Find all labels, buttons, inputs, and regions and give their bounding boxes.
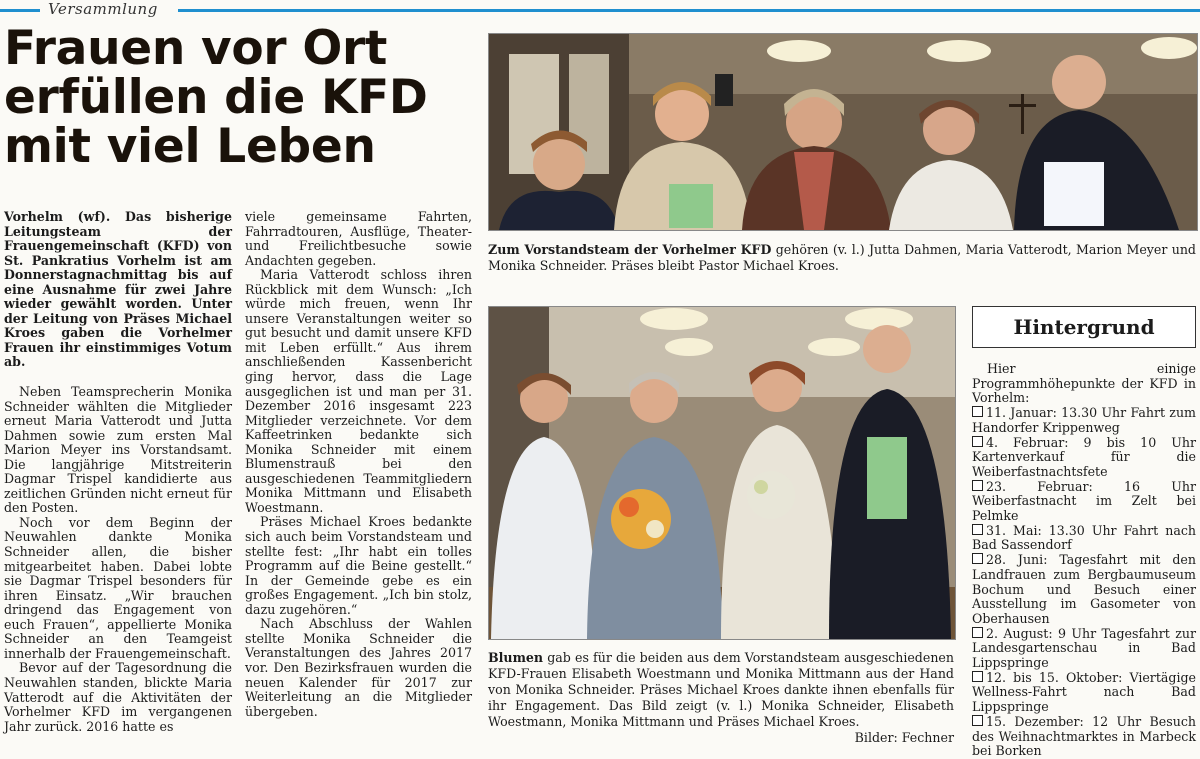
sidebar-item: 11. Januar: 13.30 Uhr Fahrt zum Handorfer Krippenweg xyxy=(972,405,1196,435)
caption-photo-1 xyxy=(488,242,1196,274)
checkbox-icon xyxy=(972,406,983,417)
article-paragraph: Maria Vatterodt schloss ihren Rückblick mit dem Wunsch: „Ich würde mich freuen, wenn Ihr unsere Veranstaltungen weiter so gut besucht und damit unsere KFD mit Leben erfüllt.“ Aus ihrem anschließenden Kassenbericht ging hervor, dass die Lage ausgeglichen ist und man per 31. Dezember 2016 insgesamt 223 Mitglieder verzeichnete. Vor dem Kaffeetrinken bedankte sich Monika Schneider mit einem Blumenstrauß bei den ausgeschiedenen Teammitgliedern Monika Mittmann und Elisabeth Woestmann. xyxy=(245,267,472,515)
checkbox-icon xyxy=(972,436,983,447)
article-paragraph: Neben Teamsprecherin Monika Schneider wählten die Mitglieder erneut Maria Vatterodt und Jutta Dahmen sowie zum ersten Mal Marion Meyer ins Vorstandsamt. Die langjährige Mitstreiterin Dagmar Trispel kandidierte aus zeitlichen Gründen nicht erneut für den Posten. xyxy=(4,384,232,516)
sidebar-title: Hintergrund xyxy=(972,306,1196,348)
photo-credit: Bilder: Fechner xyxy=(854,730,954,745)
article-paragraph: Bevor auf der Tagesordnung die Neuwahlen standen, blickte Maria Vatterodt auf die Aktivitäten der Vorhelmer KFD im vergangenen Jahr zurück. 2016 hatte es xyxy=(4,660,232,734)
article-lead: Vorhelm (wf). Das bisherige Leitungsteam der Frauengemeinschaft (KFD) von St. Pankratius Vorhelm ist am Donnerstagnachmittag bis auf eine Ausnahme für zwei Jahre wieder gewählt worden. Unter der Leitung von Präses Michael Kroes gaben die Vorhelmer Frauen ihr einstimmiges Votum ab. xyxy=(4,209,232,370)
article-column-1 xyxy=(4,210,232,734)
section-rule-right xyxy=(178,9,1200,12)
sidebar-column xyxy=(972,362,1196,759)
sidebar-intro: Hier einige Programmhöhepunkte der KFD in Vorhelm: xyxy=(972,361,1196,406)
caption-photo-2-lead: Blumen xyxy=(488,650,544,665)
sidebar-item: 2. August: 9 Uhr Tagesfahrt zur Landesgartenschau in Bad Lippspringe xyxy=(972,625,1196,671)
caption-photo-2-text: gab es für die beiden aus dem Vorstandsteam ausgeschiedenen KFD-Frauen Elisabeth Woestmann und Monika Mittmann aus der Hand von Monika Schneider. Präses Michael Kroes dankte ihnen ebenfalls für ihr Engagement. Das Bild zeigt (v. l.) Monika Schneider, Elisabeth Woestmann, Monika Mittmann und Präses Michael Kroes. xyxy=(488,650,954,729)
article-column-2 xyxy=(245,210,472,719)
checkbox-icon xyxy=(972,715,983,726)
checkbox-icon xyxy=(972,480,983,491)
sidebar-item: 12. bis 15. Oktober: Viertägige Wellness-Fahrt nach Bad Lippspringe xyxy=(972,669,1196,715)
checkbox-icon xyxy=(972,627,983,638)
caption-photo-2 xyxy=(488,650,954,730)
sidebar-item: 28. Juni: Tagesfahrt mit den Landfrauen zum Bergbaumuseum Bochum und Besuch einer Ausstellung im Gasometer von Oberhausen xyxy=(972,552,1196,626)
article-paragraph: Präses Michael Kroes bedankte sich auch beim Vorstandsteam und stellte fest: „Ihr habt ein tolles Programm auf die Beine gestellt.“ In der Gemeinde gebe es ein großes Engagement. „Ich bin stolz, dazu zugehören.“ xyxy=(245,514,472,617)
checkbox-icon xyxy=(972,671,983,682)
checkbox-icon xyxy=(972,553,983,564)
checkbox-icon xyxy=(972,524,983,535)
article-paragraph: Nach Abschluss der Wahlen stellte Monika Schneider die Veranstaltungen des Jahres 2017 vor. Den Bezirksfrauen wurden die neuen Kalender für 2017 zur Weiterleitung an die Mitglieder übergeben. xyxy=(245,616,472,719)
caption-photo-1-lead: Zum Vorstandsteam der Vorhelmer KFD xyxy=(488,242,772,257)
photo-flowers xyxy=(488,306,956,640)
sidebar-item: 15. Dezember: 12 Uhr Besuch des Weihnachtmarktes in Marbeck bei Borken xyxy=(972,713,1196,759)
headline: Frauen vor Ort erfüllen die KFD mit viel Leben xyxy=(4,21,428,174)
photo-board-team xyxy=(488,33,1198,231)
sidebar-item: 31. Mai: 13.30 Uhr Fahrt nach Bad Sassendorf xyxy=(972,522,1196,553)
sidebar-item: 23. Februar: 16 Uhr Weiberfastnacht im Zelt bei Pelmke xyxy=(972,478,1196,524)
section-label: Versammlung xyxy=(48,0,158,18)
sidebar-item: 4. Februar: 9 bis 10 Uhr Kartenverkauf für die Weiberfastnachtsfete xyxy=(972,434,1196,479)
article-paragraph: viele gemeinsame Fahrten, Fahrradtouren, Ausflüge, Theater- und Freilichtbesuche sowie Andachten gegeben. xyxy=(245,209,472,268)
caption-photo-1-text: gehören (v. l.) Jutta Dahmen, Maria Vatterodt, Marion Meyer und Monika Schneider. Präses bleibt Pastor Michael Kroes. xyxy=(488,242,1196,273)
article-paragraph: Noch vor dem Beginn der Neuwahlen dankte Monika Schneider allen, die bisher mitgearbeitet haben. Dabei lobte sie Dagmar Trispel besonders für ihren Einsatz. „Wir brauchen dringend das Engagement von euch Frauen“, appellierte Monika Schneider an den Teamgeist innerhalb der Frauengemeinschaft. xyxy=(4,514,232,661)
section-rule-left xyxy=(0,9,40,12)
